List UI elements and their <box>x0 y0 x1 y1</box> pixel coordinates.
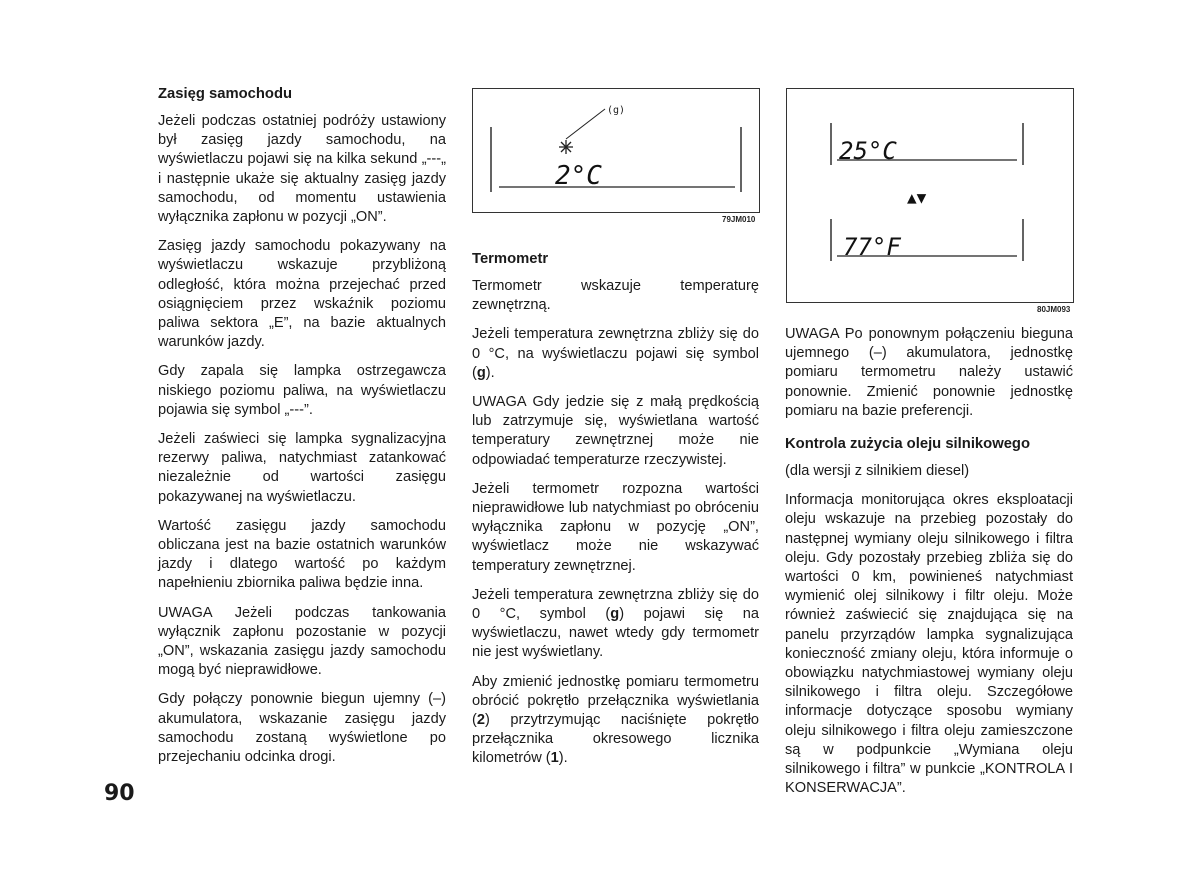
paragraph: Gdy połączy ponownie biegun ujemny (–) akumulatora, wskazanie zasięgu jazdy samochodu zostaną wyświetlone po przejechaniu odcinka drogi. <box>158 691 446 766</box>
page-number: 90 <box>104 781 135 806</box>
paragraph: Wartość zasięgu jazdy samochodu obliczana jest na bazie ostatnich warunków jazdy i dlatego wartość po każdym napełnieniu zbiornika paliwa będzie inna. <box>158 517 446 592</box>
heading-thermometer: Termometr <box>472 251 549 267</box>
paragraph: Jeżeli termometr rozpozna wartości nieprawidłowe lub natychmiast po obróceniu wyłącznika zapłonu w pozycję „ON”, wyświetlacz może nie wskazywać temperatury zewnętrznej. <box>472 480 759 574</box>
figure-unit-display <box>786 88 1074 314</box>
up-down-arrows-icon: ▲▼ <box>907 188 927 207</box>
callout-label: (g) <box>607 105 626 116</box>
figure-code: 80JM093 <box>1037 305 1071 314</box>
figure-code: 79JM010 <box>722 215 756 224</box>
temperature-fahrenheit-readout: 77°F <box>843 233 901 261</box>
paragraph: Jeżeli temperatura zewnętrzna zbliży się do 0 °C, na wyświetlaczu pojawi się symbol (g). <box>472 326 759 381</box>
temperature-celsius-readout: 25°C <box>839 137 897 165</box>
column-range <box>158 85 446 777</box>
snowflake-icon <box>559 140 573 154</box>
subheading: (dla wersji z silnikiem diesel) <box>785 463 970 480</box>
paragraph: UWAGA Po ponownym połączeniu bieguna ujemnego (–) akumulatora, jednostkę pomiaru termometru należy ustawić ponownie. Zmienić ponownie jednostkę pomiaru na bazie preferencji. <box>785 326 1073 419</box>
column-oil <box>785 325 1073 808</box>
column-thermometer <box>472 250 759 779</box>
paragraph: Jeżeli zaświeci się lampka sygnalizacyjna rezerwy paliwa, natychmiast zatankować niezależnie od wartości zasięgu pokazywanej na wyświetlaczu. <box>158 431 446 505</box>
paragraph: Termometr wskazuje temperaturę zewnętrzną. <box>472 278 759 314</box>
paragraph: Aby zmienić jednostkę pomiaru termometru obrócić pokrętło przełącznika wyświetlania (2) przytrzymując naciśnięte pokrętło przełącznika okresowego licznika kilometrów (1). <box>472 673 759 767</box>
paragraph: Jeżeli podczas ostatniej podróży ustawiony był zasięg jazdy samochodu, na wyświetlaczu pojawi się na kilka sekund „---„ i następnie ukaże się aktualny zasięg jazdy samochodu, od momentu ustawienia wyłącznika zapłonu w pozycji „ON”. <box>158 113 446 226</box>
paragraph: Gdy zapala się lampka ostrzegawcza niskiego poziomu paliwa, na wyświetlaczu pojawia się symbol „---”. <box>158 363 446 418</box>
paragraph: Zasięg jazdy samochodu pokazywany na wyświetlaczu wskazuje przybliżoną odległość, która można przejechać przed osiągnięciem przez wskaźnik poziomu paliwa sektora „E”, na bazie aktualnych warunków jazdy. <box>158 238 446 351</box>
paragraph: UWAGA Jeżeli podczas tankowania wyłącznik zapłonu pozostanie w pozycji „ON”, wskazania zasięgu jazdy samochodu mogą być nieprawidłowe. <box>158 604 446 679</box>
heading-oil-monitoring: Kontrola zużycia oleju silnikowego <box>785 436 1031 453</box>
display-illustration <box>787 89 1073 302</box>
heading-range: Zasięg samochodu <box>158 86 293 102</box>
paragraph: UWAGA Gdy jedzie się z małą prędkością lub zatrzymuje się, wyświetlana wartość temperatury zewnętrznej może nie odpowiadać temperaturze rzeczywistej. <box>472 394 759 468</box>
display-illustration <box>473 89 759 212</box>
figure-thermometer-display <box>472 88 760 224</box>
temperature-readout: 2°C <box>555 161 602 191</box>
paragraph: Informacja monitorująca okres eksploatacji oleju wskazuje na przebieg pozostały do następnej wymiany oleju silnikowego i filtra oleju. Gdy pozostały przebieg zbliża się do wartości 0 km, powinieneś natychmiast wymienić olej silnikowy i filtr oleju. Może również zaświecić się znajdująca się na panelu przyrządów lampka sygnalizująca konieczność zmiany oleju, która informuje o obowiązku natychmiastowej wymiany oleju silnikowego i filtra oleju. Szczegółowe informacje dotyczące sposobu wymiany oleju silnikowego i filtra oleju zamieszczone są w podpunkcie „Wymiana oleju silnikowego i filtra” w punkcie „KONTROLA I KONSERWACJA”. <box>785 492 1073 797</box>
paragraph: Jeżeli temperatura zewnętrzna zbliży się do 0 °C, symbol (g) pojawi się na wyświetlaczu, nawet wtedy gdy termometr nie jest wyświetlany. <box>472 586 759 661</box>
